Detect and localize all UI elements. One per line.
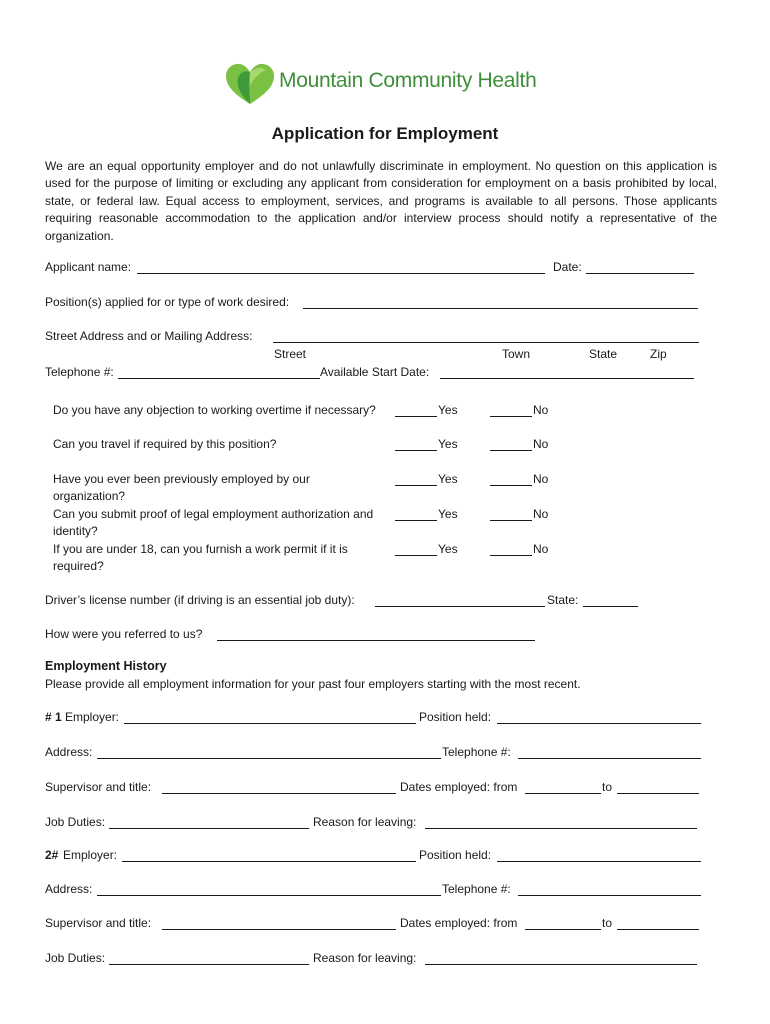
work-permit-no-label: No — [533, 542, 549, 556]
org-name: Mountain Community Health — [279, 69, 537, 92]
applicant-name-label: Applicant name: — [45, 260, 132, 274]
logo — [224, 62, 554, 106]
overtime-yes-label: Yes — [438, 403, 458, 417]
dl-state-field[interactable] — [583, 606, 638, 607]
employer-1-dates-from-field[interactable] — [525, 793, 601, 794]
employer-1-reason-field[interactable] — [425, 828, 697, 829]
employer-1-duties-field[interactable] — [109, 828, 309, 829]
question-overtime: Do you have any objection to working overtime if necessary? — [53, 403, 376, 417]
employer-1-dates-to-field[interactable] — [617, 793, 699, 794]
travel-no-field[interactable] — [490, 450, 532, 451]
employer-2-label: Employer: — [63, 848, 118, 862]
employer-2-number: 2# — [45, 848, 59, 862]
employer-1-dates-label: Dates employed: from — [400, 780, 518, 794]
start-date-field[interactable] — [440, 378, 694, 379]
address-zip-caption: Zip — [650, 347, 667, 361]
employer-2-dates-to-field[interactable] — [617, 929, 699, 930]
address-field[interactable] — [273, 342, 699, 343]
employer-1-field[interactable] — [124, 723, 416, 724]
travel-no-label: No — [533, 437, 549, 451]
drivers-license-field[interactable] — [375, 606, 545, 607]
employer-1-supervisor-field[interactable] — [162, 793, 396, 794]
date-label: Date: — [553, 260, 582, 274]
work-permit-no-field[interactable] — [490, 555, 532, 556]
employer-1-address-field[interactable] — [97, 758, 441, 759]
work-permit-yes-label: Yes — [438, 542, 458, 556]
employer-2-telephone-label: Telephone #: — [442, 882, 511, 896]
overtime-no-field[interactable] — [490, 416, 532, 417]
employer-1-position-label: Position held: — [419, 710, 492, 724]
telephone-field[interactable] — [118, 378, 320, 379]
form-title: Application for Employment — [271, 124, 499, 143]
employer-2-dates-label: Dates employed: from — [400, 916, 518, 930]
previously-employed-yes-field[interactable] — [395, 485, 437, 486]
intro-paragraph: We are an equal opportunity employer and do not unlawfully discriminate in employment. No question on this application is used for the purpose of limiting or excluding any applicant from consideration for employment on a basis prohibited by local, state, or federal law. Equal access to employment, services, and programs is available to all persons. Those applicants requiring reasonable accommodation to the application and/or interview process should notify a representative of the organization. — [45, 159, 717, 243]
employer-2-position-field[interactable] — [497, 861, 701, 862]
previously-employed-no-label: No — [533, 472, 549, 486]
employer-2-supervisor-label: Supervisor and title: — [45, 916, 152, 930]
work-authorization-yes-field[interactable] — [395, 520, 437, 521]
employer-1-number: # 1 — [45, 710, 62, 724]
employer-1-reason-label: Reason for leaving: — [313, 815, 417, 829]
employment-history-heading: Employment History — [45, 659, 167, 673]
address-street-caption: Street — [274, 347, 307, 361]
employer-2-to-label: to — [602, 916, 613, 930]
employer-2-dates-from-field[interactable] — [525, 929, 601, 930]
employer-2-field[interactable] — [122, 861, 416, 862]
employer-2-duties-field[interactable] — [109, 964, 309, 965]
work-authorization-no-field[interactable] — [490, 520, 532, 521]
date-field[interactable] — [586, 273, 694, 274]
telephone-label: Telephone #: — [45, 365, 114, 379]
employer-2-duties-label: Job Duties: — [45, 951, 106, 965]
address-label: Street Address and or Mailing Address: — [45, 329, 253, 343]
employer-2-position-label: Position held: — [419, 848, 492, 862]
overtime-yes-field[interactable] — [395, 416, 437, 417]
employer-2-telephone-field[interactable] — [518, 895, 701, 896]
work-authorization-yes-label: Yes — [438, 507, 458, 521]
work-permit-yes-field[interactable] — [395, 555, 437, 556]
employer-2-reason-field[interactable] — [425, 964, 697, 965]
travel-yes-field[interactable] — [395, 450, 437, 451]
travel-yes-label: Yes — [438, 437, 458, 451]
employer-1-label: Employer: — [65, 710, 120, 724]
employer-1-telephone-label: Telephone #: — [442, 745, 511, 759]
employer-2-address-field[interactable] — [97, 895, 441, 896]
drivers-license-label: Driver’s license number (if driving is an essential job duty): — [45, 593, 355, 607]
applicant-name-field[interactable] — [137, 273, 545, 274]
previously-employed-yes-label: Yes — [438, 472, 458, 486]
heart-leaf-icon — [224, 62, 276, 106]
question-previously-employed: Have you ever been previously employed by our organization? — [53, 472, 310, 504]
employer-2-reason-label: Reason for leaving: — [313, 951, 417, 965]
referred-field[interactable] — [217, 640, 535, 641]
work-authorization-no-label: No — [533, 507, 549, 521]
employer-1-address-label: Address: — [45, 745, 93, 759]
employer-1-supervisor-label: Supervisor and title: — [45, 780, 152, 794]
question-work-permit: If you are under 18, can you furnish a work permit if it is required? — [53, 542, 348, 574]
employer-2-supervisor-field[interactable] — [162, 929, 396, 930]
address-state-caption: State — [589, 347, 618, 361]
employer-1-to-label: to — [602, 780, 613, 794]
start-date-label: Available Start Date: — [320, 365, 430, 379]
question-work-authorization: Can you submit proof of legal employment authorization and identity? — [53, 507, 374, 539]
dl-state-label: State: — [547, 593, 579, 607]
employment-history-subtitle: Please provide all employment information for your past four employers starting with the most recent. — [45, 677, 581, 691]
employer-1-telephone-field[interactable] — [518, 758, 701, 759]
question-travel: Can you travel if required by this position? — [53, 437, 277, 451]
address-town-caption: Town — [502, 347, 531, 361]
overtime-no-label: No — [533, 403, 549, 417]
referred-label: How were you referred to us? — [45, 627, 203, 641]
previously-employed-no-field[interactable] — [490, 485, 532, 486]
positions-field[interactable] — [303, 308, 698, 309]
employer-2-address-label: Address: — [45, 882, 93, 896]
positions-label: Position(s) applied for or type of work desired: — [45, 295, 290, 309]
employer-1-duties-label: Job Duties: — [45, 815, 106, 829]
employer-1-position-field[interactable] — [497, 723, 701, 724]
